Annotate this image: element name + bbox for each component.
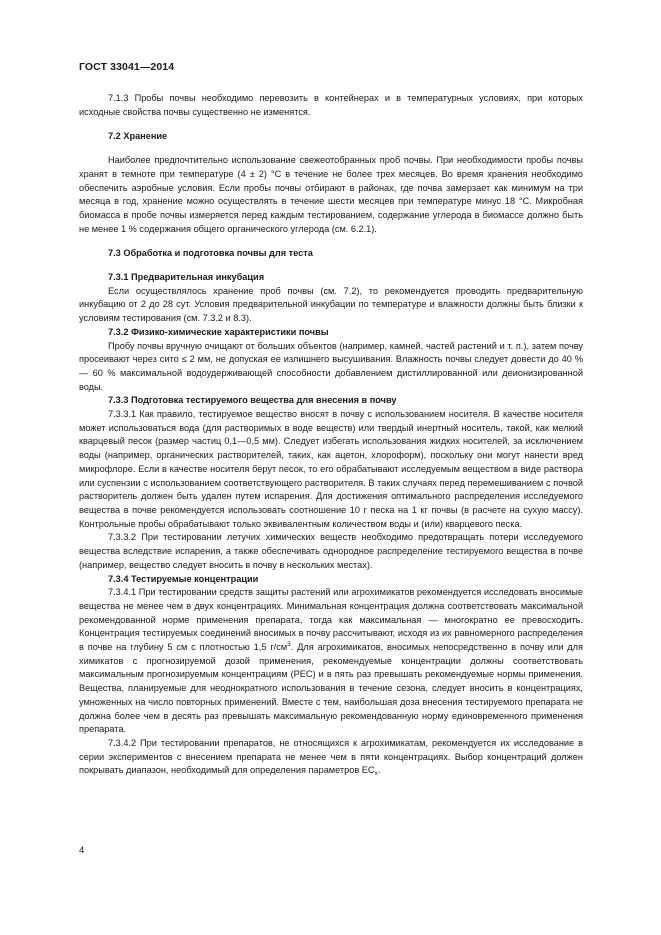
paragraph-7-1-3: 7.1.3 Пробы почвы необходимо перевозить в контейнерах и в температурных условиях, при которых исходные свойства почвы существенно не изменятся. (79, 93, 583, 117)
document-header: ГОСТ 33041—2014 (79, 61, 175, 73)
heading-7-3-4: 7.3.4 Тестируемые концентрации (108, 573, 259, 584)
heading-7-2: 7.2 Хранение (108, 131, 168, 142)
subscript-x: x (374, 770, 378, 778)
heading-7-3-3: 7.3.3 Подготовка тестируемого вещества для внесения в почву (108, 395, 397, 406)
paragraph-7-3-4-1 (79, 586, 583, 737)
paragraph-7-2: Наиболее предпочтительно использование свежеотобранных проб почвы. При необходимости пробы почвы хранят в темноте при температуре (4 ± 2) °С в течение не более трех месяцев. Во время хранения необходимо обеспечить аэробные условия. Если пробы почвы отбирают в районах, где почва замерзает как минимум на три месяца в год, хранение можно осуществлять в течение шести месяцев при температуре минус 18 °С. Микробная биомасса в пробе почвы измеряется перед каждым тестированием, содержание углерода в биомассе должно быть не менее 1 % содержания общего органического углерода (см. 6.2.1). (79, 155, 583, 234)
paragraph-7-3-2: Пробу почвы вручную очищают от больших объектов (например, камней, частей растений и т. п.), затем почву просеивают через сито ≤ 2 мм, не допуская ее излишнего высушивания. Влажность почвы следует довести до 40 % — 60 % максимальной водоудерживающей способности добавлением дистиллированной или деионизированной воды. (79, 340, 583, 392)
paragraph-7-3-1: Если осуществлялось хранение проб почвы (см. 7.2), то рекомендуется проводить предварительную инкубацию от 2 до 28 сут. Условия предварительной инкубации по температуре и влажности должны быть близки к условиям тестирования (см. 7.3.2 и 8.3). (79, 285, 583, 324)
paragraph-7-3-4-1-part-b: . Для агрохимикатов, вносимых непосредственно в почву или для химикатов с прогнозируемой дозой применения, рекомендуемые концентрации должны соответствовать максимальным прогнозируемым концентрациям (PEC) и в пять раз превышать рекомендуемые нормы применения. Вещества, планируемые для неоднократного использования в течение сезона, следует вносить в концентрациях, умноженных на число повторных применений. Вместе с тем, наибольшая доза внесения тестируемого препарата не должна более чем в десять раз превышать максимальную рекомендованную норму единовременного применения препарата. (79, 642, 583, 735)
heading-7-3-1: 7.3.1 Предварительная инкубация (108, 272, 265, 283)
page-number: 4 (79, 845, 85, 856)
paragraph-7-3-4-2-part-a: 7.3.4.2 При тестировании препаратов, не относящихся к агрохимикатам, рекомендуется их исследование в серии экспериментов с внесением препарата не менее чем в пяти концентрациях. Выбор концентраций должен покрывать диапазон, необходимый для определения параметров EC (79, 737, 583, 776)
document-body (79, 92, 583, 781)
paragraph-7-3-4-2 (79, 737, 583, 781)
heading-7-3-2: 7.3.2 Физико-химические характеристики почвы (108, 326, 329, 337)
paragraph-7-3-4-2-part-b: . (377, 765, 381, 776)
paragraph-7-3-4-1-part-a: 7.3.4.1 При тестировании средств защиты растений или агрохимикатов рекомендуется исследовать вносимые вещества не менее чем в двух концентрациях. Минимальная концентрация должна соответствовать максимальной рекомендованной норме применения препарата, тогда как максимальная — многократно ее превосходить. Концентрация тестируемых соединений вносимых в почву рассчитывают, исходя из их равномерного распределения в почве на глубину 5 см с плотностью 1,5 г/см (79, 587, 583, 653)
paragraph-7-3-3-2: 7.3.3.2 При тестировании летучих химических веществ необходимо предотвращать потери исследуемого вещества вследствие испарения, а также обеспечивать однородное распределение тестируемого вещества в почве (например, вещество следует вносить в почву в нескольких местах). (79, 532, 583, 570)
paragraph-7-3-3-1: 7.3.3.1 Как правило, тестируемое вещество вносят в почву с использованием носителя. В качестве носителя может использоваться вода (для растворимых в воде веществ) или твердый инертный носитель, такой, как мелкий кварцевый песок (размер частиц 0,1—0,5 мм). Следует избегать использования жидких носителей, за исключением воды (например, органических растворителей, таких, как ацетон, хлороформ), поскольку они могут нанести вред микрофлоре. Если в качестве носителя берут песок, то его обрабатывают исследуемым веществом в виде раствора или суспензии с использованием соответствующего растворителя. В таких случаях перед перемешиванием с почвой растворитель должен быть удален путем испарения. Для достижения оптимального распределения исследуемого вещества в почве рекомендуется использовать соотношение 10 г песка на 1 кг почвы (в расчете на сухую массу). Контрольные пробы обрабатывают только эквивалентным количеством воды и (или) кварцевого песка. (79, 409, 583, 529)
heading-7-3: 7.3 Обработка и подготовка почвы для теста (108, 248, 313, 259)
superscript-cube: 3 (287, 641, 291, 649)
